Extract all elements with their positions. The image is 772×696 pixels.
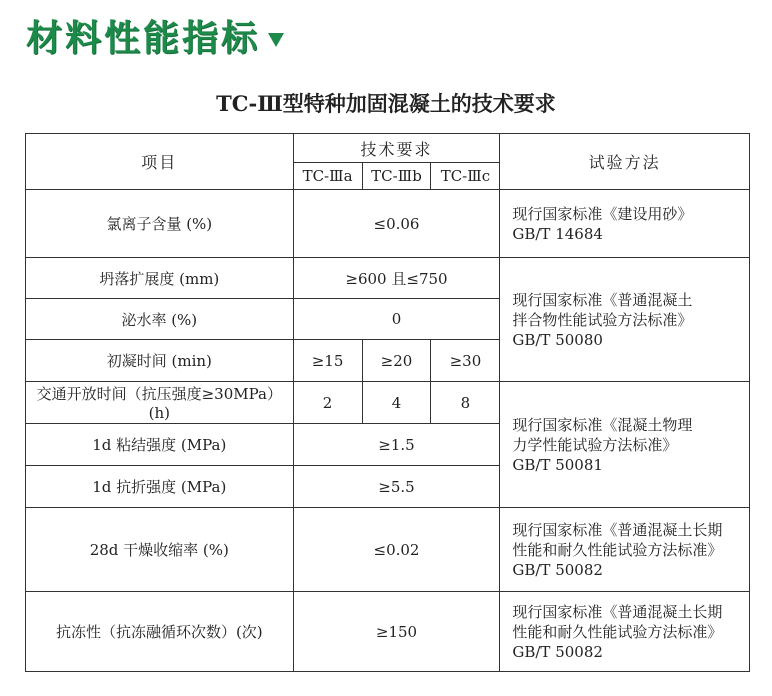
row-item: 抗冻性（抗冻融循环次数）(次) xyxy=(26,592,294,672)
method-line: 性能和耐久性能试验方法标准》 xyxy=(512,540,723,559)
row-method xyxy=(500,258,750,382)
row-value: ≥600 且≤750 xyxy=(293,258,500,299)
row-value: ≤0.02 xyxy=(293,508,500,592)
row-item: 1d 抗折强度 (MPa) xyxy=(26,466,294,508)
spec-table xyxy=(25,133,750,672)
header-tc-iiia: TC-Ⅲa xyxy=(293,163,362,190)
method-line: GB/T 50082 xyxy=(512,560,603,579)
method-line: 现行国家标准《普通混凝土长期 xyxy=(512,602,723,621)
row-item: 1d 粘结强度 (MPa) xyxy=(26,424,294,466)
row-item: 氯离子含量 (%) xyxy=(26,190,294,258)
table-header-row xyxy=(26,134,750,163)
row-value: ≥1.5 xyxy=(293,424,500,466)
header-method: 试验方法 xyxy=(500,134,750,190)
method-line: 力学性能试验方法标准》 xyxy=(512,435,678,454)
row-value-c: ≥30 xyxy=(431,340,500,382)
row-value-c: 8 xyxy=(431,382,500,424)
method-line: GB/T 50080 xyxy=(512,330,603,349)
method-line: GB/T 50082 xyxy=(512,642,603,661)
row-item: 交通开放时间（抗压强度≥30MPa）(h) xyxy=(26,382,294,424)
method-line: GB/T 14684 xyxy=(512,224,603,243)
row-value-a: 2 xyxy=(293,382,362,424)
method-line: 现行国家标准《普通混凝土 xyxy=(512,290,693,309)
section-title: 材料性能指标 xyxy=(26,18,261,59)
method-line: 现行国家标准《混凝土物理 xyxy=(512,415,693,434)
triangle-down-icon xyxy=(268,33,284,47)
table-title: TC-Ⅲ型特种加固混凝土的技术要求 xyxy=(216,91,556,116)
row-item: 初凝时间 (min) xyxy=(26,340,294,382)
header-requirement: 技术要求 xyxy=(293,134,500,163)
method-line: 现行国家标准《普通混凝土长期 xyxy=(512,520,723,539)
table-row xyxy=(26,592,750,672)
section-heading xyxy=(26,10,284,61)
method-line: 拌合物性能试验方法标准》 xyxy=(512,310,693,329)
method-line: 现行国家标准《建设用砂》 xyxy=(512,204,693,223)
table-row xyxy=(26,258,750,299)
row-value-a: ≥15 xyxy=(293,340,362,382)
row-method xyxy=(500,382,750,508)
row-item: 泌水率 (%) xyxy=(26,299,294,340)
row-value-b: ≥20 xyxy=(362,340,431,382)
row-value-b: 4 xyxy=(362,382,431,424)
header-item: 项目 xyxy=(26,134,294,190)
row-method xyxy=(500,190,750,258)
table-row xyxy=(26,508,750,592)
row-value: ≥150 xyxy=(293,592,500,672)
method-line: GB/T 50081 xyxy=(512,455,603,474)
row-item: 坍落扩展度 (mm) xyxy=(26,258,294,299)
row-method xyxy=(500,592,750,672)
row-value: ≤0.06 xyxy=(293,190,500,258)
header-tc-iiib: TC-Ⅲb xyxy=(362,163,431,190)
table-row xyxy=(26,382,750,424)
row-item: 28d 干燥收缩率 (%) xyxy=(26,508,294,592)
header-tc-iiic: TC-Ⅲc xyxy=(431,163,500,190)
method-line: 性能和耐久性能试验方法标准》 xyxy=(512,622,723,641)
row-value: 0 xyxy=(293,299,500,340)
row-method xyxy=(500,508,750,592)
row-value: ≥5.5 xyxy=(293,466,500,508)
table-row xyxy=(26,190,750,258)
